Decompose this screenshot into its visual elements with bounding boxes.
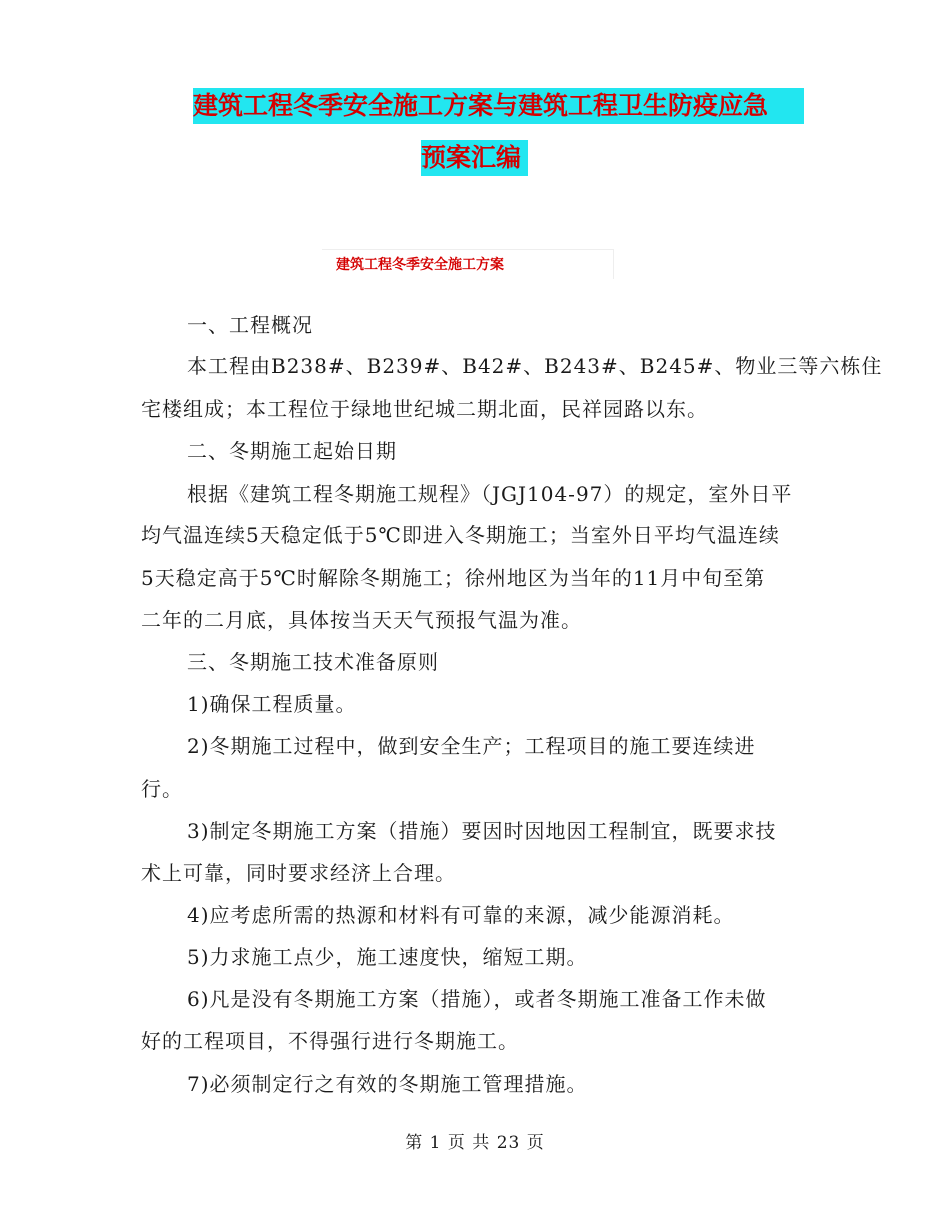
paragraph-line: 二年的二月底，具体按当天天气预报气温为准。 — [141, 608, 582, 632]
paragraph-line: 本工程由B238#、B239#、B42#、B243#、B245#、物业三等六栋住 — [187, 354, 883, 378]
document-title-line-2: 预案汇编 — [421, 140, 528, 176]
document-title-line-1: 建筑工程冬季安全施工方案与建筑工程卫生防疫应急 — [193, 88, 804, 124]
heading-start-date: 二、冬期施工起始日期 — [187, 439, 397, 463]
list-item: 1)确保工程质量。 — [187, 692, 357, 716]
list-item-continuation: 行。 — [141, 777, 183, 801]
list-item: 7)必须制定行之有效的冬期施工管理措施。 — [187, 1072, 588, 1096]
heading-project-overview: 一、工程概况 — [187, 313, 313, 337]
paragraph-line: 宅楼组成；本工程位于绿地世纪城二期北面，民祥园路以东。 — [141, 397, 708, 421]
list-item: 2)冬期施工过程中，做到安全生产；工程项目的施工要连续进 — [187, 734, 756, 758]
heading-preparation-principles: 三、冬期施工技术准备原则 — [187, 650, 439, 674]
paragraph-line: 5天稳定高于5℃时解除冬期施工；徐州地区为当年的11月中旬至第 — [141, 566, 766, 590]
list-item: 5)力求施工点少，施工速度快，缩短工期。 — [187, 945, 588, 969]
list-item: 3)制定冬期施工方案（措施）要因时因地因工程制宜，既要求技 — [187, 819, 777, 843]
list-item-continuation: 术上可靠，同时要求经济上合理。 — [141, 861, 456, 885]
list-item-continuation: 好的工程项目，不得强行进行冬期施工。 — [141, 1029, 519, 1053]
paragraph-line: 均气温连续5天稳定低于5℃即进入冬期施工；当室外日平均气温连续 — [141, 523, 780, 547]
section-subtitle: 建筑工程冬季安全施工方案 — [336, 257, 504, 273]
page-footer: 第 1 页 共 23 页 — [405, 1133, 545, 1153]
list-item: 4)应考虑所需的热源和材料有可靠的来源，减少能源消耗。 — [187, 903, 735, 927]
paragraph-line: 根据《建筑工程冬期施工规程》（JGJ104-97）的规定，室外日平 — [187, 482, 793, 506]
list-item: 6)凡是没有冬期施工方案（措施），或者冬期施工准备工作未做 — [187, 987, 767, 1011]
